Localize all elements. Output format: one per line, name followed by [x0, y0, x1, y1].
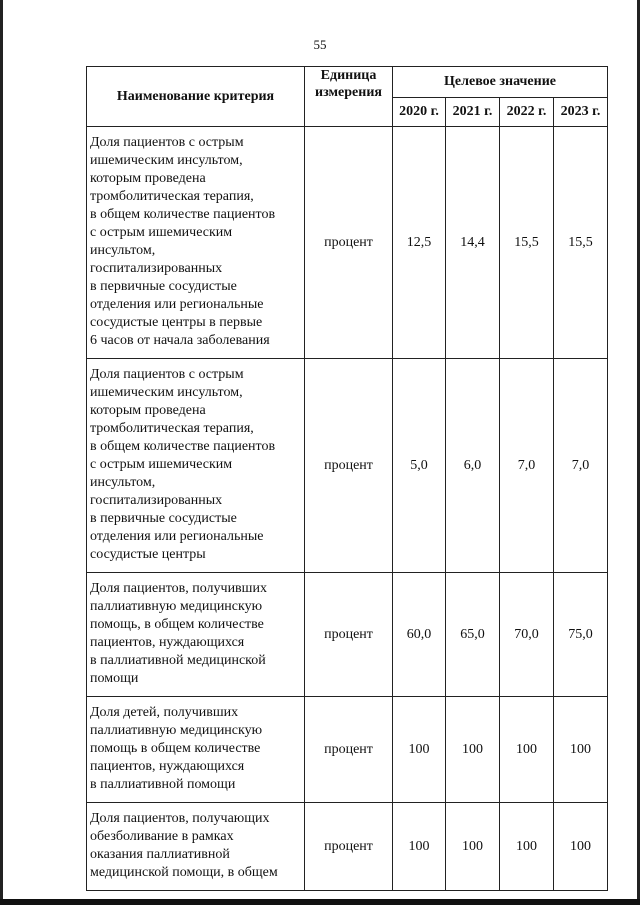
scan-edge-left	[0, 0, 3, 905]
criterion-line: паллиативную медицинскую	[90, 723, 263, 738]
value-2020: 100	[393, 697, 446, 803]
criterion-line: госпитализированных	[90, 261, 223, 276]
criterion-line: ишемическим инсультом,	[90, 153, 243, 168]
criterion-line: Доля пациентов, получающих	[90, 811, 270, 826]
value-2023: 75,0	[554, 573, 608, 697]
criterion-line: Доля пациентов с острым	[90, 135, 244, 150]
criterion-name	[87, 573, 305, 697]
value-2021: 14,4	[446, 127, 500, 359]
criterion-line: в паллиативной помощи	[90, 777, 236, 792]
criterion-line: Доля пациентов, получивших	[90, 581, 267, 596]
criterion-line: тромболитическая терапия,	[90, 189, 254, 204]
header-year-2023: 2023 г.	[554, 98, 608, 127]
criterion-line: медицинской помощи, в общем	[90, 865, 278, 880]
criterion-name	[87, 127, 305, 359]
value-2022: 7,0	[500, 359, 554, 573]
criterion-name	[87, 359, 305, 573]
criterion-line: Доля детей, получивших	[90, 705, 239, 720]
criterion-line: 6 часов от начала заболевания	[90, 333, 270, 348]
value-2023: 7,0	[554, 359, 608, 573]
criterion-line: отделения или региональные	[90, 297, 264, 312]
criterion-line: отделения или региональные	[90, 529, 264, 544]
criterion-line: помощи	[90, 671, 139, 686]
criterion-name	[87, 697, 305, 803]
value-2021: 100	[446, 697, 500, 803]
unit-cell: процент	[305, 359, 393, 573]
criterion-line: госпитализированных	[90, 493, 223, 508]
criterion-line: Доля пациентов с острым	[90, 367, 244, 382]
criterion-line: в общем количестве пациентов	[90, 439, 276, 454]
criterion-line: инсультом,	[90, 243, 156, 258]
criterion-line: в общем количестве пациентов	[90, 207, 276, 222]
table-row	[87, 573, 608, 697]
criterion-line: помощь, в общем количестве	[90, 617, 264, 632]
criterion-line: паллиативную медицинскую	[90, 599, 263, 614]
value-2023: 15,5	[554, 127, 608, 359]
criterion-line: обезболивание в рамках	[90, 829, 234, 844]
criterion-line: сосудистые центры	[90, 547, 206, 562]
criterion-line: инсультом,	[90, 475, 156, 490]
header-year-2022: 2022 г.	[500, 98, 554, 127]
value-2023: 100	[554, 697, 608, 803]
value-2022: 100	[500, 697, 554, 803]
criterion-line: в первичные сосудистые	[90, 511, 237, 526]
criterion-line: с острым ишемическим	[90, 457, 233, 472]
value-2021: 100	[446, 803, 500, 891]
header-unit	[305, 67, 393, 127]
value-2021: 65,0	[446, 573, 500, 697]
unit-cell: процент	[305, 573, 393, 697]
header-unit-line2: измерения	[315, 85, 382, 100]
criterion-line: помощь в общем количестве	[90, 741, 261, 756]
criterion-line: оказания паллиативной	[90, 847, 230, 862]
criterion-line: с острым ишемическим	[90, 225, 233, 240]
table-row	[87, 359, 608, 573]
criterion-line: тромболитическая терапия,	[90, 421, 254, 436]
criterion-line: в первичные сосудистые	[90, 279, 237, 294]
value-2022: 15,5	[500, 127, 554, 359]
criterion-line: ишемическим инсультом,	[90, 385, 243, 400]
header-criterion-name: Наименование критерия	[87, 67, 305, 127]
unit-cell: процент	[305, 803, 393, 891]
value-2021: 6,0	[446, 359, 500, 573]
table-row	[87, 127, 608, 359]
header-year-2021: 2021 г.	[446, 98, 500, 127]
header-unit-line1: Единица	[320, 68, 377, 83]
criterion-line: пациентов, нуждающихся	[90, 635, 245, 650]
value-2020: 100	[393, 803, 446, 891]
page-number: 55	[313, 37, 327, 52]
criterion-line: в паллиативной медицинской	[90, 653, 266, 668]
value-2022: 100	[500, 803, 554, 891]
criteria-table	[86, 66, 608, 891]
value-2020: 12,5	[393, 127, 446, 359]
criterion-line: пациентов, нуждающихся	[90, 759, 245, 774]
table-row	[87, 697, 608, 803]
value-2023: 100	[554, 803, 608, 891]
value-2022: 70,0	[500, 573, 554, 697]
criterion-line: сосудистые центры в первые	[90, 315, 263, 330]
unit-cell: процент	[305, 697, 393, 803]
value-2020: 5,0	[393, 359, 446, 573]
scan-edge-bottom	[0, 899, 640, 905]
table-row	[87, 803, 608, 891]
value-2020: 60,0	[393, 573, 446, 697]
criterion-line: которым проведена	[90, 171, 206, 186]
header-target-value: Целевое значение	[393, 67, 608, 98]
unit-cell: процент	[305, 127, 393, 359]
header-year-2020: 2020 г.	[393, 98, 446, 127]
criterion-name	[87, 803, 305, 891]
criterion-line: которым проведена	[90, 403, 206, 418]
